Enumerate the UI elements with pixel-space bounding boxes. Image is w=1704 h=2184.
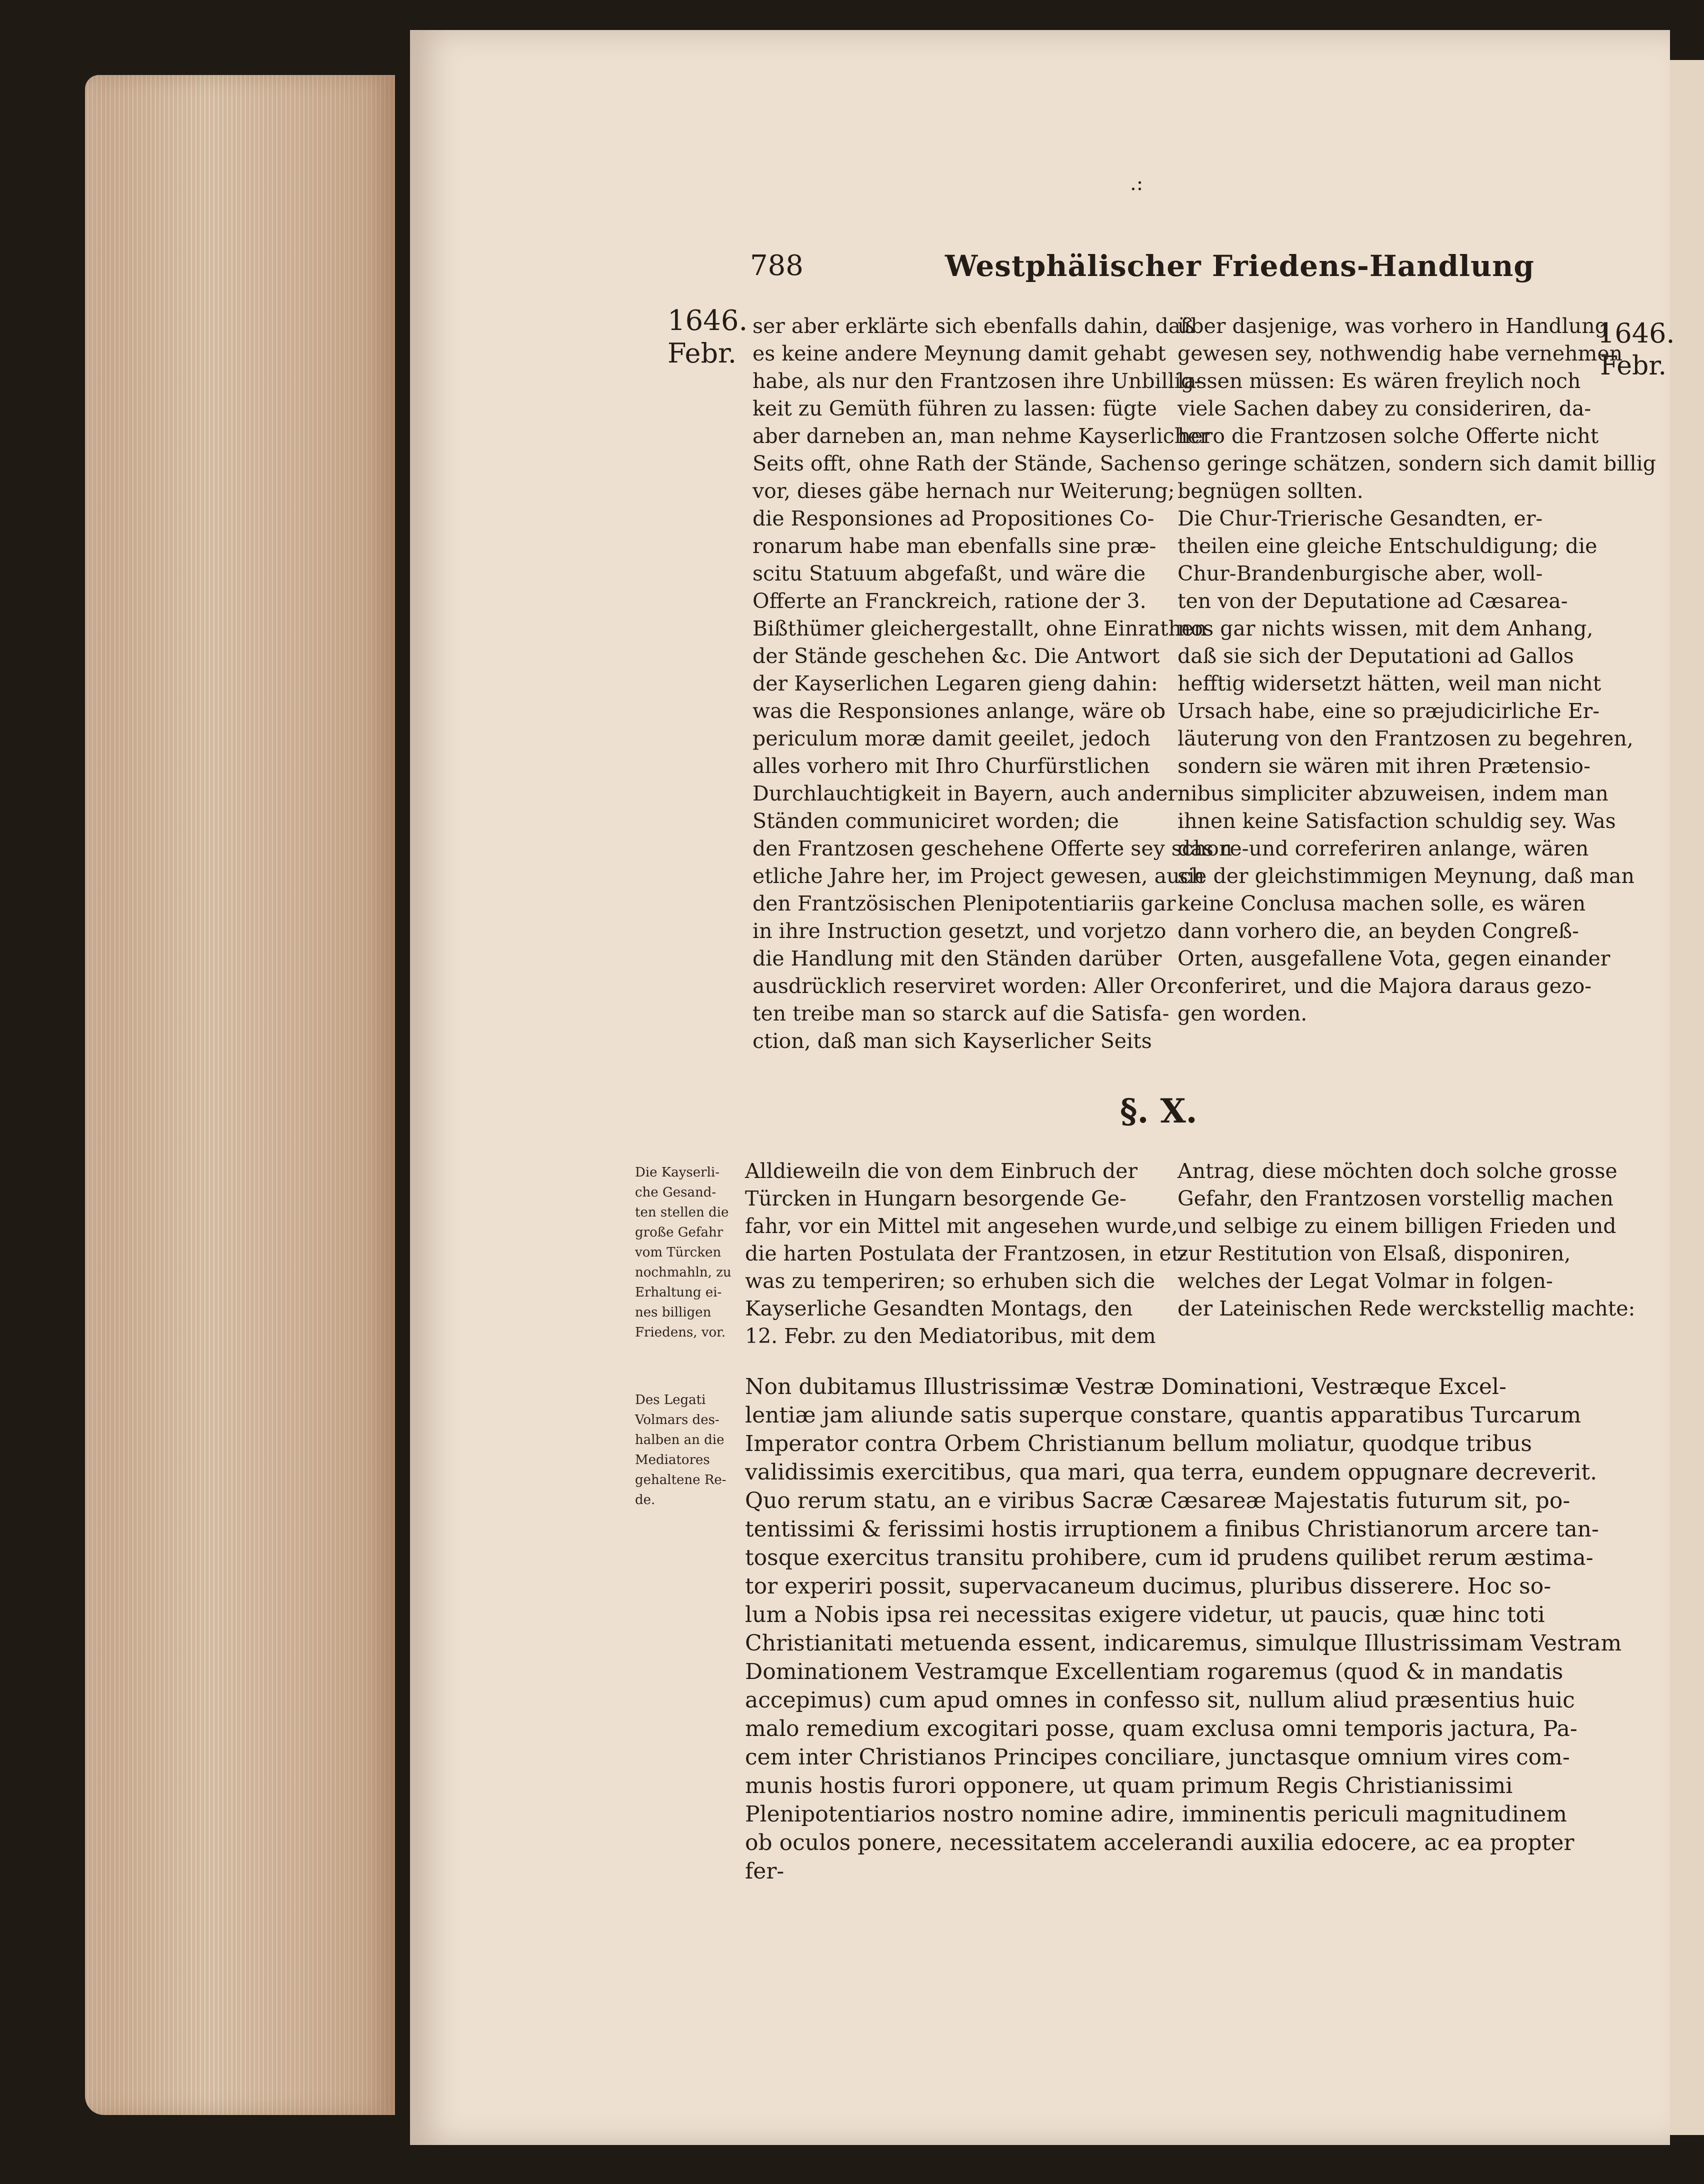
latin-speech xyxy=(745,1372,1622,1886)
text-line: der Kayserlichen Legaren gieng dahin: xyxy=(752,672,1158,696)
text-line: den Frantzosen geschehene Offerte sey schon xyxy=(752,836,1232,860)
text-line: hero die Frantzosen solche Offerte nicht xyxy=(1178,424,1599,448)
margin-note-line: de. xyxy=(635,1492,656,1508)
margin-note-line: vom Türcken xyxy=(635,1245,722,1260)
book-edge-shading xyxy=(85,75,395,2115)
text-line: ihnen keine Satisfaction schuldig sey. Was xyxy=(1178,809,1616,833)
latin-line: tor experiri possit, supervacaneum ducimus, pluribus disserere. Hoc so- xyxy=(745,1574,1552,1599)
text-line: das re-und correferiren anlange, wären xyxy=(1178,836,1589,860)
running-title: Westphälischer Friedens-Handlung xyxy=(945,249,1534,283)
text-line: begnügen sollten. xyxy=(1178,479,1364,503)
latin-line: Non dubitamus Illustrissimæ Vestræ Dominationi, Vestræque Excel- xyxy=(745,1374,1506,1400)
text-line: dann vorhero die, an beyden Congreß- xyxy=(1178,919,1579,943)
text-line: ction, daß man sich Kayserlicher Seits xyxy=(752,1029,1152,1053)
text-line: daß sie sich der Deputationi ad Gallos xyxy=(1178,644,1574,668)
margin-note-line: ten stellen die xyxy=(635,1205,729,1220)
text-line: Türcken in Hungarn besorgende Ge- xyxy=(745,1186,1126,1210)
text-line: die Responsiones ad Propositiones Co- xyxy=(752,506,1154,530)
text-line: Kayserliche Gesandten Montags, den xyxy=(745,1296,1133,1320)
text-line: lassen müssen: Es wären freylich noch xyxy=(1178,369,1581,393)
margin-note-line: che Gesand- xyxy=(635,1185,716,1200)
text-line: die Handlung mit den Ständen darüber xyxy=(752,946,1162,970)
page-number: 788 xyxy=(750,250,804,282)
text-line: Alldieweiln die von dem Einbruch der xyxy=(745,1159,1138,1183)
latin-line: cem inter Christianos Principes conciliare, junctasque omnium vires com- xyxy=(745,1744,1570,1770)
header-ornament: .: xyxy=(1130,172,1144,195)
text-line: habe, als nur den Frantzosen ihre Unbillig- xyxy=(752,369,1202,393)
text-line: conferiret, und die Majora daraus gezo- xyxy=(1178,974,1592,998)
latin-line: lentiæ jam aliunde satis superque constare, quantis apparatibus Turcarum xyxy=(745,1402,1582,1428)
column-left-top xyxy=(752,312,1232,1055)
margin-note-volmar-speech xyxy=(635,1390,745,1510)
latin-line: accepimus) cum apud omnes in confesso sit, nullum aliud præsentius huic xyxy=(745,1688,1575,1713)
latin-line: validissimis exercitibus, qua mari, qua terra, eundem oppugnare decreverit. xyxy=(745,1460,1598,1485)
text-line: Bißthümer gleichergestallt, ohne Einrathen xyxy=(752,616,1207,640)
text-line: ten treibe man so starck auf die Satisfa- xyxy=(752,1002,1170,1026)
text-line: zur Restitution von Elsaß, disponiren, xyxy=(1178,1242,1571,1266)
text-line: scitu Statuum abgefaßt, und wäre die xyxy=(752,562,1146,586)
text-line: gen worden. xyxy=(1178,1002,1308,1026)
text-line: es keine andere Meynung damit gehabt xyxy=(752,342,1166,366)
latin-line: malo remedium excogitari posse, quam exclusa omni temporis jactura, Pa- xyxy=(745,1716,1578,1742)
column-left-middle xyxy=(745,1158,1187,1350)
text-line: Antrag, diese möchten doch solche grosse xyxy=(1178,1159,1618,1183)
margin-note-line: Mediatores xyxy=(635,1452,710,1468)
margin-note-line: nochmahln, zu xyxy=(635,1265,732,1280)
latin-line: Christianitati metuenda essent, indicaremus, simulque Illustrissimam Vestram xyxy=(745,1630,1622,1656)
text-line: gewesen sey, nothwendig habe vernehmen xyxy=(1178,342,1623,366)
text-line: vor, dieses gäbe hernach nur Weiterung; xyxy=(752,479,1175,503)
text-line: etliche Jahre her, im Project gewesen, auch xyxy=(752,864,1204,888)
text-line: Chur-Brandenburgische aber, woll- xyxy=(1178,562,1543,586)
text-line: Durchlauchtigkeit in Bayern, auch andern xyxy=(752,782,1191,806)
next-page-sliver xyxy=(1670,60,1704,2135)
text-line: den Frantzösischen Plenipotentiariis gar xyxy=(752,892,1176,916)
text-line: ausdrücklich reserviret worden: Aller Or- xyxy=(752,974,1184,998)
text-line: nos gar nichts wissen, mit dem Anhang, xyxy=(1178,616,1594,640)
margin-note-line: halben an die xyxy=(635,1432,724,1448)
margin-note-line: Des Legati xyxy=(635,1392,706,1408)
text-line: sondern sie wären mit ihren Prætensio- xyxy=(1178,754,1590,778)
text-line: der Lateinischen Rede werckstellig machte: xyxy=(1178,1296,1636,1320)
text-line: über dasjenige, was vorhero in Handlung xyxy=(1178,314,1608,338)
latin-line: tosque exercitus transitu prohibere, cum id prudens quilibet rerum æstima- xyxy=(745,1545,1594,1570)
margin-note-line: Volmars des- xyxy=(635,1412,720,1428)
text-line: sie der gleichstimmigen Meynung, daß man xyxy=(1178,864,1634,888)
latin-line: ob oculos ponere, necessitatem accelerandi auxilia edocere, ac ea propter xyxy=(745,1830,1574,1856)
text-line: und selbige zu einem billigen Frieden und xyxy=(1178,1214,1616,1238)
margin-note-line: Friedens, vor. xyxy=(635,1325,726,1340)
text-line: die harten Postulata der Frantzosen, in et- xyxy=(745,1242,1187,1266)
latin-line: Imperator contra Orbem Christianum bellum moliatur, quodque tribus xyxy=(745,1431,1532,1456)
margin-note-line: große Gefahr xyxy=(635,1225,724,1240)
text-line: Seits offt, ohne Rath der Stände, Sachen xyxy=(752,452,1176,476)
latin-line: tentissimi & ferissimi hostis irruptionem a finibus Christianorum arcere tan- xyxy=(745,1516,1599,1542)
text-line: Die Chur-Trierische Gesandten, er- xyxy=(1178,506,1543,530)
latin-line: lum a Nobis ipsa rei necessitas exigere videtur, ut paucis, quæ hinc toti xyxy=(745,1602,1545,1628)
latin-line: Plenipotentiarios nostro nomine adire, imminentis periculi magnitudinem xyxy=(745,1802,1568,1827)
margin-note-line: Die Kayserli- xyxy=(635,1165,720,1180)
text-line: periculum moræ damit geeilet, jedoch xyxy=(752,726,1151,750)
text-line: fahr, vor ein Mittel mit angesehen wurde, xyxy=(745,1214,1178,1238)
text-line: Ursach habe, eine so præjudicirliche Er- xyxy=(1178,699,1600,723)
text-line: welches der Legat Volmar in folgen- xyxy=(1178,1269,1553,1293)
text-line: alles vorhero mit Ihro Churfürstlichen xyxy=(752,754,1150,778)
text-line: der Stände geschehen &c. Die Antwort xyxy=(752,644,1160,668)
text-line: ten von der Deputatione ad Cæsarea- xyxy=(1178,589,1568,613)
text-line: keine Conclusa machen solle, es wären xyxy=(1178,892,1586,916)
text-line: läuterung von den Frantzosen zu begehren, xyxy=(1178,726,1634,750)
text-line: was zu temperiren; so erhuben sich die xyxy=(745,1269,1156,1293)
latin-line: munis hostis furori opponere, ut quam primum Regis Christianissimi xyxy=(745,1773,1513,1798)
text-line: keit zu Gemüth führen zu lassen: fügte xyxy=(752,396,1158,420)
month-right: Febr. xyxy=(1600,351,1666,381)
text-line: viele Sachen dabey zu consideriren, da- xyxy=(1178,396,1592,420)
text-line: nibus simpliciter abzuweisen, indem man xyxy=(1178,782,1608,806)
text-line: Orten, ausgefallene Vota, gegen einander xyxy=(1178,946,1610,970)
margin-note-line: Erhaltung ei- xyxy=(635,1285,722,1300)
text-line: 12. Febr. zu den Mediatoribus, mit dem xyxy=(745,1324,1156,1348)
latin-line: Dominationem Vestramque Excellentiam rogaremus (quod & in mandatis xyxy=(745,1659,1564,1684)
text-line: in ihre Instruction gesetzt, und vorjetzo xyxy=(752,919,1166,943)
text-line: so geringe schätzen, sondern sich damit billig xyxy=(1178,452,1656,476)
text-line: hefftig widersetzt hätten, weil man nicht xyxy=(1178,672,1602,696)
text-line: Offerte an Franckreich, ratione der 3. xyxy=(752,589,1146,613)
margin-note-line: nes billigen xyxy=(635,1305,712,1320)
text-line: theilen eine gleiche Entschuldigung; die xyxy=(1178,534,1598,558)
year-right: 1646. xyxy=(1598,318,1675,349)
text-line: Ständen communiciret worden; die xyxy=(752,809,1119,833)
section-heading: §. X. xyxy=(1120,1092,1198,1130)
text-line: Gefahr, den Frantzosen vorstellig machen xyxy=(1178,1186,1614,1210)
margin-note-imperial-envoys xyxy=(635,1162,745,1342)
text-line: ser aber erklärte sich ebenfalls dahin, daß xyxy=(752,314,1194,338)
month-left: Febr. xyxy=(668,338,737,369)
column-right-middle xyxy=(1178,1158,1636,1322)
latin-line: fer- xyxy=(745,1858,784,1884)
text-line: aber darneben an, man nehme Kayserlicher xyxy=(752,424,1210,448)
year-left: 1646. xyxy=(668,304,748,337)
margin-note-line: gehaltene Re- xyxy=(635,1472,726,1488)
text-line: ronarum habe man ebenfalls sine præ- xyxy=(752,534,1156,558)
latin-line: Quo rerum statu, an e viribus Sacræ Cæsareæ Majestatis futurum sit, po- xyxy=(745,1488,1570,1514)
text-line: was die Responsiones anlange, wäre ob xyxy=(752,699,1166,723)
